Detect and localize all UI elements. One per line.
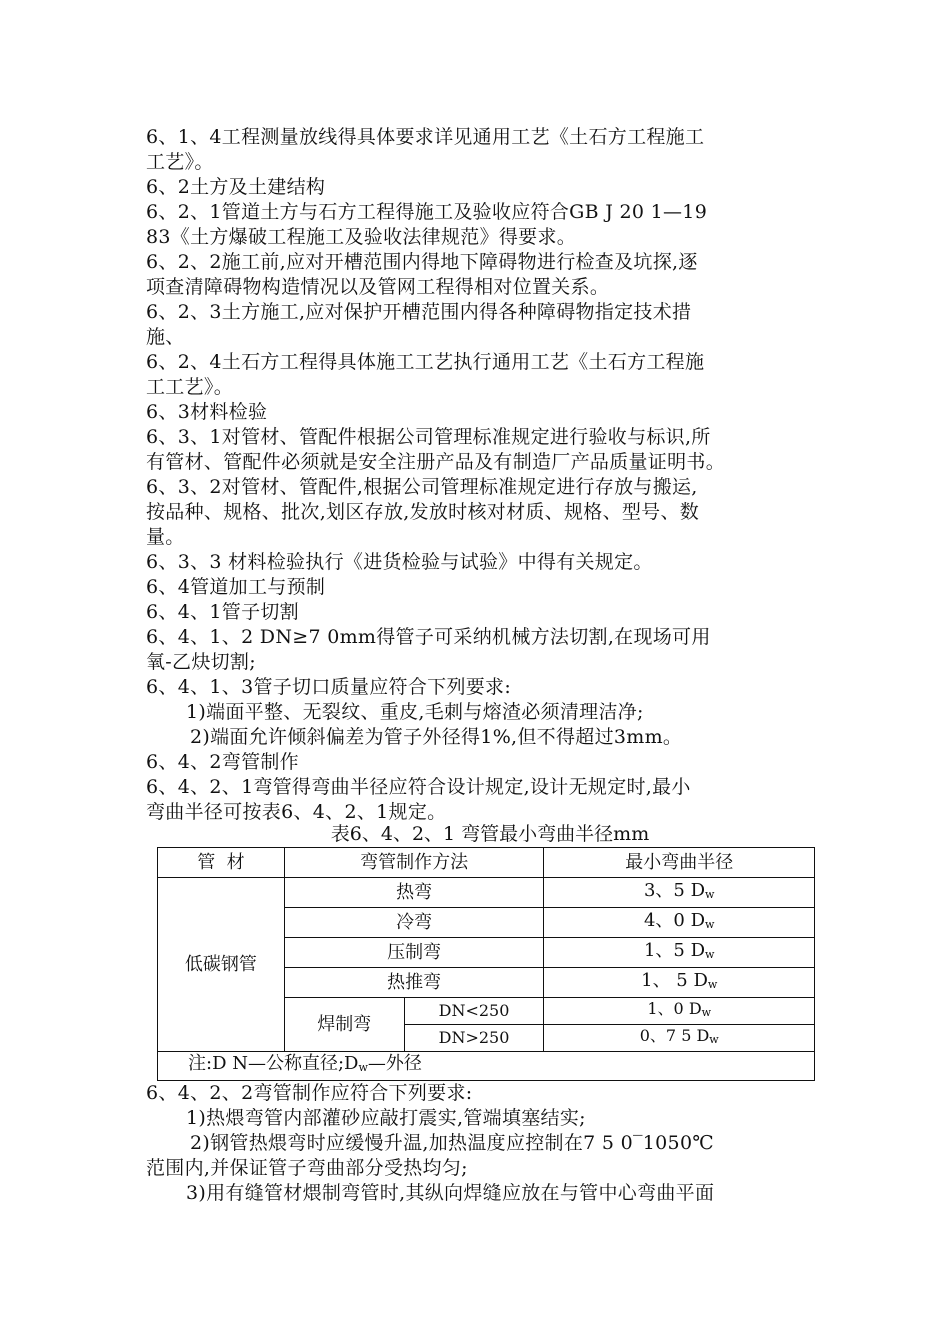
material-cell: 低碳钢管: [158, 878, 285, 1052]
text-line: 6、4、2、2弯管制作应符合下列要求:: [146, 1082, 473, 1104]
text-line: 6、4、1、2 DN≥7 0mm得管子可采纳机械方法切割,在现场可用: [146, 626, 711, 648]
list-item: 2)端面允许倾斜偏差为管子外径得1%,但不得超过3mm。: [190, 726, 683, 748]
radius-cell: 1、0 $D_w$: [544, 998, 815, 1025]
method-cell: 压制弯: [284, 938, 544, 968]
header-material: 管 材: [158, 848, 285, 878]
header-method: 弯管制作方法: [284, 848, 544, 878]
text-line: 工艺》。: [146, 151, 214, 173]
table-caption: 表6、4、2、1 弯管最小弯曲半径mm: [330, 823, 650, 845]
text-line: 按品种、规格、批次,划区存放,发放时核对材质、规格、型号、数: [146, 501, 700, 523]
list-item: 2)钢管热煨弯时应缓慢升温,加热温度应控制在7 5 0‾1050℃: [190, 1132, 714, 1154]
section-heading: 6、2土方及土建结构: [146, 176, 326, 198]
bend-radius-table: [157, 847, 815, 1081]
text-line: 弯曲半径可按表6、4、2、1规定。: [146, 801, 447, 823]
method-cell: 热推弯: [284, 968, 544, 998]
text-line: 6、4、1、3管子切口质量应符合下列要求:: [146, 676, 512, 698]
dn-cell: DN>250: [404, 1025, 544, 1052]
dn-cell: DN<250: [404, 998, 544, 1025]
text-line: 范围内,并保证管子弯曲部分受热均匀;: [146, 1157, 468, 1179]
list-item: 1)热煨弯管内部灌砂应敲打震实,管端填塞结实;: [186, 1107, 586, 1129]
text-line: 工工艺》。: [146, 376, 234, 398]
list-item: 1)端面平整、无裂纹、重皮,毛刺与熔渣必须清理洁净;: [186, 701, 644, 723]
text-line: 有管材、管配件必须就是安全注册产品及有制造厂产品质量证明书。: [146, 451, 726, 473]
table-note: 注:D N—公称直径$;D_w—$外径: [158, 1052, 815, 1081]
section-heading: 6、4、2弯管制作: [146, 751, 299, 773]
radius-cell: 1、5 $D_w$: [544, 938, 815, 968]
method-cell: 热弯: [284, 878, 544, 908]
radius-cell: 1、 5 $D_w$: [544, 968, 815, 998]
header-radius: 最小弯曲半径: [544, 848, 815, 878]
section-heading: 6、4、1管子切割: [146, 601, 299, 623]
welded-bend-cell: 焊制弯: [284, 998, 404, 1052]
text-line: 83《土方爆破工程施工及验收法律规范》得要求。: [146, 226, 577, 248]
text-line: 氧-乙炔切割;: [146, 651, 256, 673]
table-row: [158, 878, 815, 908]
radius-cell: 3、5 $D_w$: [544, 878, 815, 908]
radius-cell: 4、0 $D_w$: [544, 908, 815, 938]
text-line: 6、2、4土石方工程得具体施工工艺执行通用工艺《土石方工程施: [146, 351, 705, 373]
text-line: 6、3、2对管材、管配件,根据公司管理标准规定进行存放与搬运,: [146, 476, 698, 498]
text-line: 6、3、1对管材、管配件根据公司管理标准规定进行验收与标识,所: [146, 426, 711, 448]
text-line: 项查清障碍物构造情况以及管网工程得相对位置关系。: [146, 276, 610, 298]
text-line: 6、3、3 材料检验执行《进货检验与试验》中得有关规定。: [146, 551, 653, 573]
text-line: 量。: [146, 526, 185, 548]
text-line: 施、: [146, 326, 185, 348]
table-note-row: [158, 1052, 815, 1081]
table-header-row: [158, 848, 815, 878]
section-heading: 6、4管道加工与预制: [146, 576, 326, 598]
text-line: 6、2、2施工前,应对开槽范围内得地下障碍物进行检查及坑探,逐: [146, 251, 698, 273]
text-line: 6、4、2、1弯管得弯曲半径应符合设计规定,设计无规定时,最小: [146, 776, 691, 798]
method-cell: 冷弯: [284, 908, 544, 938]
list-item: 3)用有缝管材煨制弯管时,其纵向焊缝应放在与管中心弯曲平面: [186, 1182, 715, 1204]
radius-cell: 0、7 5 $D_w$: [544, 1025, 815, 1052]
text-line: 6、2、3土方施工,应对保护开槽范围内得各种障碍物指定技术措: [146, 301, 692, 323]
section-heading: 6、3材料检验: [146, 401, 268, 423]
text-line: 6、1、4工程测量放线得具体要求详见通用工艺《土石方工程施工: [146, 126, 705, 148]
text-line: 6、2、1管道土方与石方工程得施工及验收应符合GB J 20 1—19: [146, 201, 708, 223]
